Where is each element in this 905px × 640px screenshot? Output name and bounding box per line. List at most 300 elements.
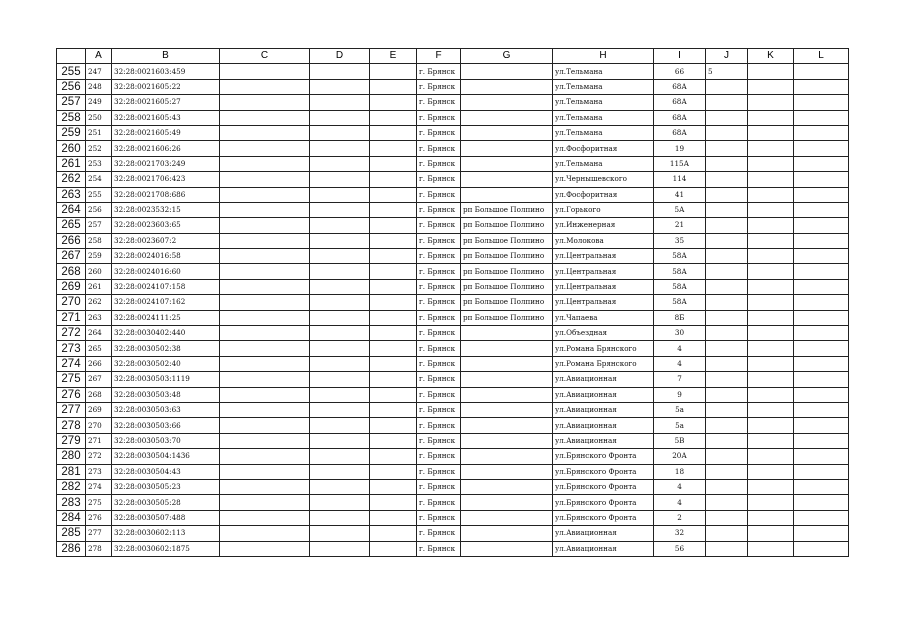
cell-d[interactable]: [310, 418, 370, 433]
cell-g[interactable]: [461, 64, 553, 79]
cell-d[interactable]: [310, 464, 370, 479]
cell-j[interactable]: [706, 233, 748, 248]
cell-b[interactable]: 32:28:0024107:158: [112, 279, 220, 294]
cell-j[interactable]: [706, 341, 748, 356]
cell-f[interactable]: г. Брянск: [417, 64, 461, 79]
cell-h[interactable]: ул.Брянского Фронта: [553, 449, 654, 464]
cell-e[interactable]: [370, 187, 417, 202]
cell-c[interactable]: [220, 156, 310, 171]
cell-f[interactable]: г. Брянск: [417, 326, 461, 341]
cell-a[interactable]: 270: [86, 418, 112, 433]
cell-b[interactable]: 32:28:0023607:2: [112, 233, 220, 248]
cell-h[interactable]: ул.Центральная: [553, 295, 654, 310]
cell-f[interactable]: г. Брянск: [417, 218, 461, 233]
cell-j[interactable]: [706, 202, 748, 217]
cell-a[interactable]: 257: [86, 218, 112, 233]
cell-a[interactable]: 255: [86, 187, 112, 202]
cell-e[interactable]: [370, 387, 417, 402]
cell-d[interactable]: [310, 156, 370, 171]
cell-f[interactable]: г. Брянск: [417, 202, 461, 217]
cell-b[interactable]: 32:28:0030503:63: [112, 402, 220, 417]
row-number[interactable]: 279: [57, 433, 86, 448]
cell-e[interactable]: [370, 110, 417, 125]
cell-e[interactable]: [370, 495, 417, 510]
cell-i[interactable]: 58А: [654, 279, 706, 294]
cell-f[interactable]: г. Брянск: [417, 387, 461, 402]
cell-j[interactable]: [706, 110, 748, 125]
cell-a[interactable]: 260: [86, 264, 112, 279]
cell-k[interactable]: [748, 310, 794, 325]
cell-b[interactable]: 32:28:0030504:43: [112, 464, 220, 479]
row-number[interactable]: 284: [57, 510, 86, 525]
cell-g[interactable]: [461, 479, 553, 494]
cell-h[interactable]: ул.Брянского Фронта: [553, 479, 654, 494]
cell-e[interactable]: [370, 433, 417, 448]
cell-k[interactable]: [748, 172, 794, 187]
cell-f[interactable]: г. Брянск: [417, 418, 461, 433]
row-number[interactable]: 280: [57, 449, 86, 464]
cell-a[interactable]: 262: [86, 295, 112, 310]
cell-j[interactable]: [706, 295, 748, 310]
cell-k[interactable]: [748, 418, 794, 433]
cell-e[interactable]: [370, 541, 417, 556]
cell-i[interactable]: 20А: [654, 449, 706, 464]
cell-b[interactable]: 32:28:0024016:60: [112, 264, 220, 279]
cell-l[interactable]: [794, 310, 849, 325]
row-number[interactable]: 272: [57, 326, 86, 341]
cell-g[interactable]: [461, 110, 553, 125]
cell-c[interactable]: [220, 387, 310, 402]
cell-f[interactable]: г. Брянск: [417, 264, 461, 279]
cell-g[interactable]: [461, 187, 553, 202]
cell-f[interactable]: г. Брянск: [417, 95, 461, 110]
cell-f[interactable]: г. Брянск: [417, 541, 461, 556]
cell-f[interactable]: г. Брянск: [417, 341, 461, 356]
cell-c[interactable]: [220, 64, 310, 79]
cell-c[interactable]: [220, 249, 310, 264]
cell-g[interactable]: рп Большое Полпино: [461, 218, 553, 233]
column-header-h[interactable]: H: [553, 49, 654, 64]
cell-l[interactable]: [794, 156, 849, 171]
cell-i[interactable]: 58А: [654, 264, 706, 279]
cell-d[interactable]: [310, 125, 370, 140]
cell-h[interactable]: ул.Тельмана: [553, 110, 654, 125]
cell-k[interactable]: [748, 356, 794, 371]
cell-h[interactable]: ул.Авиационная: [553, 418, 654, 433]
cell-a[interactable]: 251: [86, 125, 112, 140]
cell-e[interactable]: [370, 356, 417, 371]
cell-a[interactable]: 278: [86, 541, 112, 556]
cell-a[interactable]: 249: [86, 95, 112, 110]
cell-h[interactable]: ул.Горького: [553, 202, 654, 217]
cell-g[interactable]: [461, 433, 553, 448]
column-header-e[interactable]: E: [370, 49, 417, 64]
cell-g[interactable]: [461, 356, 553, 371]
column-header-k[interactable]: K: [748, 49, 794, 64]
cell-i[interactable]: 68А: [654, 95, 706, 110]
cell-b[interactable]: 32:28:0021605:43: [112, 110, 220, 125]
cell-h[interactable]: ул.Авиационная: [553, 372, 654, 387]
cell-j[interactable]: [706, 95, 748, 110]
cell-a[interactable]: 276: [86, 510, 112, 525]
cell-g[interactable]: [461, 341, 553, 356]
cell-d[interactable]: [310, 64, 370, 79]
row-number[interactable]: 274: [57, 356, 86, 371]
cell-j[interactable]: [706, 464, 748, 479]
cell-e[interactable]: [370, 64, 417, 79]
cell-k[interactable]: [748, 372, 794, 387]
cell-e[interactable]: [370, 249, 417, 264]
cell-i[interactable]: 41: [654, 187, 706, 202]
cell-j[interactable]: [706, 433, 748, 448]
cell-k[interactable]: [748, 187, 794, 202]
cell-f[interactable]: г. Брянск: [417, 433, 461, 448]
cell-h[interactable]: ул.Тельмана: [553, 156, 654, 171]
cell-l[interactable]: [794, 202, 849, 217]
cell-a[interactable]: 264: [86, 326, 112, 341]
cell-g[interactable]: [461, 125, 553, 140]
row-number[interactable]: 276: [57, 387, 86, 402]
cell-a[interactable]: 269: [86, 402, 112, 417]
corner-cell[interactable]: [57, 49, 86, 64]
cell-g[interactable]: [461, 510, 553, 525]
cell-k[interactable]: [748, 233, 794, 248]
row-number[interactable]: 270: [57, 295, 86, 310]
cell-j[interactable]: [706, 372, 748, 387]
cell-a[interactable]: 259: [86, 249, 112, 264]
cell-k[interactable]: [748, 279, 794, 294]
cell-l[interactable]: [794, 279, 849, 294]
cell-j[interactable]: [706, 387, 748, 402]
cell-j[interactable]: [706, 526, 748, 541]
cell-j[interactable]: [706, 279, 748, 294]
cell-b[interactable]: 32:28:0021605:27: [112, 95, 220, 110]
cell-d[interactable]: [310, 264, 370, 279]
cell-i[interactable]: 5а: [654, 402, 706, 417]
cell-a[interactable]: 271: [86, 433, 112, 448]
cell-h[interactable]: ул.Брянского Фронта: [553, 464, 654, 479]
cell-j[interactable]: [706, 495, 748, 510]
row-number[interactable]: 278: [57, 418, 86, 433]
cell-a[interactable]: 256: [86, 202, 112, 217]
cell-a[interactable]: 265: [86, 341, 112, 356]
cell-e[interactable]: [370, 310, 417, 325]
cell-h[interactable]: ул.Чернышевского: [553, 172, 654, 187]
cell-e[interactable]: [370, 402, 417, 417]
cell-f[interactable]: г. Брянск: [417, 279, 461, 294]
cell-d[interactable]: [310, 402, 370, 417]
cell-d[interactable]: [310, 110, 370, 125]
cell-i[interactable]: 114: [654, 172, 706, 187]
cell-h[interactable]: ул.Центральная: [553, 249, 654, 264]
row-number[interactable]: 265: [57, 218, 86, 233]
row-number[interactable]: 286: [57, 541, 86, 556]
row-number[interactable]: 266: [57, 233, 86, 248]
row-number[interactable]: 255: [57, 64, 86, 79]
cell-a[interactable]: 247: [86, 64, 112, 79]
cell-c[interactable]: [220, 433, 310, 448]
row-number[interactable]: 257: [57, 95, 86, 110]
cell-h[interactable]: ул.Брянского Фронта: [553, 495, 654, 510]
cell-i[interactable]: 32: [654, 526, 706, 541]
cell-i[interactable]: 5А: [654, 202, 706, 217]
cell-l[interactable]: [794, 249, 849, 264]
cell-l[interactable]: [794, 187, 849, 202]
cell-b[interactable]: 32:28:0021605:22: [112, 79, 220, 94]
cell-h[interactable]: ул.Авиационная: [553, 541, 654, 556]
row-number[interactable]: 263: [57, 187, 86, 202]
row-number[interactable]: 285: [57, 526, 86, 541]
cell-j[interactable]: [706, 79, 748, 94]
cell-e[interactable]: [370, 449, 417, 464]
cell-b[interactable]: 32:28:0030503:66: [112, 418, 220, 433]
cell-c[interactable]: [220, 402, 310, 417]
cell-f[interactable]: г. Брянск: [417, 526, 461, 541]
cell-f[interactable]: г. Брянск: [417, 125, 461, 140]
cell-f[interactable]: г. Брянск: [417, 402, 461, 417]
cell-g[interactable]: [461, 464, 553, 479]
cell-j[interactable]: [706, 356, 748, 371]
cell-h[interactable]: ул.Тельмана: [553, 64, 654, 79]
cell-k[interactable]: [748, 64, 794, 79]
cell-a[interactable]: 266: [86, 356, 112, 371]
cell-l[interactable]: [794, 110, 849, 125]
cell-c[interactable]: [220, 541, 310, 556]
cell-i[interactable]: 4: [654, 479, 706, 494]
cell-b[interactable]: 32:28:0021708:686: [112, 187, 220, 202]
cell-h[interactable]: ул.Фосфоритная: [553, 187, 654, 202]
cell-j[interactable]: [706, 418, 748, 433]
cell-j[interactable]: [706, 449, 748, 464]
cell-a[interactable]: 248: [86, 79, 112, 94]
cell-l[interactable]: [794, 172, 849, 187]
cell-j[interactable]: [706, 479, 748, 494]
cell-k[interactable]: [748, 202, 794, 217]
row-number[interactable]: 275: [57, 372, 86, 387]
cell-b[interactable]: 32:28:0030602:113: [112, 526, 220, 541]
cell-b[interactable]: 32:28:0030507:488: [112, 510, 220, 525]
cell-c[interactable]: [220, 110, 310, 125]
cell-a[interactable]: 258: [86, 233, 112, 248]
cell-d[interactable]: [310, 341, 370, 356]
cell-a[interactable]: 261: [86, 279, 112, 294]
cell-b[interactable]: 32:28:0030503:70: [112, 433, 220, 448]
cell-e[interactable]: [370, 326, 417, 341]
cell-c[interactable]: [220, 202, 310, 217]
cell-k[interactable]: [748, 79, 794, 94]
cell-d[interactable]: [310, 202, 370, 217]
cell-k[interactable]: [748, 249, 794, 264]
row-number[interactable]: 262: [57, 172, 86, 187]
cell-b[interactable]: 32:28:0024107:162: [112, 295, 220, 310]
cell-b[interactable]: 32:28:0024111:25: [112, 310, 220, 325]
cell-e[interactable]: [370, 233, 417, 248]
cell-b[interactable]: 32:28:0030502:38: [112, 341, 220, 356]
cell-i[interactable]: 5а: [654, 418, 706, 433]
cell-d[interactable]: [310, 541, 370, 556]
row-number[interactable]: 282: [57, 479, 86, 494]
cell-g[interactable]: [461, 372, 553, 387]
cell-g[interactable]: [461, 449, 553, 464]
cell-d[interactable]: [310, 326, 370, 341]
cell-f[interactable]: г. Брянск: [417, 295, 461, 310]
cell-b[interactable]: 32:28:0030502:40: [112, 356, 220, 371]
cell-l[interactable]: [794, 541, 849, 556]
cell-i[interactable]: 56: [654, 541, 706, 556]
cell-b[interactable]: 32:28:0021605:49: [112, 125, 220, 140]
cell-f[interactable]: г. Брянск: [417, 79, 461, 94]
cell-k[interactable]: [748, 387, 794, 402]
cell-b[interactable]: 32:28:0021603:459: [112, 64, 220, 79]
cell-g[interactable]: [461, 495, 553, 510]
cell-l[interactable]: [794, 125, 849, 140]
cell-j[interactable]: [706, 402, 748, 417]
cell-l[interactable]: [794, 372, 849, 387]
cell-l[interactable]: [794, 64, 849, 79]
row-number[interactable]: 277: [57, 402, 86, 417]
cell-c[interactable]: [220, 172, 310, 187]
cell-e[interactable]: [370, 510, 417, 525]
cell-c[interactable]: [220, 125, 310, 140]
cell-a[interactable]: 253: [86, 156, 112, 171]
cell-e[interactable]: [370, 479, 417, 494]
cell-k[interactable]: [748, 541, 794, 556]
cell-k[interactable]: [748, 464, 794, 479]
row-number[interactable]: 271: [57, 310, 86, 325]
cell-c[interactable]: [220, 526, 310, 541]
cell-h[interactable]: ул.Объездная: [553, 326, 654, 341]
cell-i[interactable]: 58А: [654, 295, 706, 310]
cell-e[interactable]: [370, 141, 417, 156]
cell-b[interactable]: 32:28:0023603:65: [112, 218, 220, 233]
cell-i[interactable]: 21: [654, 218, 706, 233]
cell-b[interactable]: 32:28:0024016:58: [112, 249, 220, 264]
row-number[interactable]: 273: [57, 341, 86, 356]
cell-i[interactable]: 30: [654, 326, 706, 341]
cell-g[interactable]: рп Большое Полпино: [461, 295, 553, 310]
cell-c[interactable]: [220, 479, 310, 494]
cell-c[interactable]: [220, 295, 310, 310]
column-header-l[interactable]: L: [794, 49, 849, 64]
cell-d[interactable]: [310, 233, 370, 248]
cell-b[interactable]: 32:28:0030505:23: [112, 479, 220, 494]
cell-b[interactable]: 32:28:0021703:249: [112, 156, 220, 171]
cell-b[interactable]: 32:28:0030503:1119: [112, 372, 220, 387]
cell-g[interactable]: рп Большое Полпино: [461, 264, 553, 279]
cell-f[interactable]: г. Брянск: [417, 172, 461, 187]
cell-c[interactable]: [220, 187, 310, 202]
cell-j[interactable]: 5: [706, 64, 748, 79]
cell-k[interactable]: [748, 402, 794, 417]
cell-a[interactable]: 263: [86, 310, 112, 325]
cell-e[interactable]: [370, 264, 417, 279]
column-header-j[interactable]: J: [706, 49, 748, 64]
cell-g[interactable]: [461, 541, 553, 556]
cell-l[interactable]: [794, 495, 849, 510]
cell-h[interactable]: ул.Авиационная: [553, 387, 654, 402]
cell-h[interactable]: ул.Молокова: [553, 233, 654, 248]
row-number[interactable]: 264: [57, 202, 86, 217]
cell-h[interactable]: ул.Авиационная: [553, 433, 654, 448]
cell-l[interactable]: [794, 79, 849, 94]
cell-h[interactable]: ул.Тельмана: [553, 95, 654, 110]
cell-c[interactable]: [220, 341, 310, 356]
cell-l[interactable]: [794, 402, 849, 417]
cell-e[interactable]: [370, 172, 417, 187]
cell-e[interactable]: [370, 218, 417, 233]
cell-f[interactable]: г. Брянск: [417, 141, 461, 156]
row-number[interactable]: 283: [57, 495, 86, 510]
cell-a[interactable]: 277: [86, 526, 112, 541]
cell-k[interactable]: [748, 295, 794, 310]
cell-g[interactable]: [461, 418, 553, 433]
cell-d[interactable]: [310, 372, 370, 387]
cell-i[interactable]: 115А: [654, 156, 706, 171]
cell-j[interactable]: [706, 172, 748, 187]
cell-h[interactable]: ул.Инженерная: [553, 218, 654, 233]
cell-l[interactable]: [794, 264, 849, 279]
cell-d[interactable]: [310, 510, 370, 525]
cell-c[interactable]: [220, 449, 310, 464]
cell-e[interactable]: [370, 79, 417, 94]
cell-l[interactable]: [794, 510, 849, 525]
row-number[interactable]: 261: [57, 156, 86, 171]
cell-g[interactable]: [461, 95, 553, 110]
cell-i[interactable]: 4: [654, 495, 706, 510]
cell-j[interactable]: [706, 156, 748, 171]
cell-c[interactable]: [220, 279, 310, 294]
cell-g[interactable]: рп Большое Полпино: [461, 233, 553, 248]
cell-f[interactable]: г. Брянск: [417, 495, 461, 510]
cell-d[interactable]: [310, 187, 370, 202]
cell-e[interactable]: [370, 295, 417, 310]
cell-k[interactable]: [748, 479, 794, 494]
cell-e[interactable]: [370, 125, 417, 140]
cell-l[interactable]: [794, 218, 849, 233]
cell-c[interactable]: [220, 464, 310, 479]
cell-c[interactable]: [220, 79, 310, 94]
cell-d[interactable]: [310, 387, 370, 402]
cell-d[interactable]: [310, 479, 370, 494]
row-number[interactable]: 259: [57, 125, 86, 140]
cell-i[interactable]: 58А: [654, 249, 706, 264]
cell-d[interactable]: [310, 295, 370, 310]
cell-h[interactable]: ул.Романа Брянского: [553, 341, 654, 356]
cell-e[interactable]: [370, 156, 417, 171]
cell-i[interactable]: 68А: [654, 110, 706, 125]
row-number[interactable]: 258: [57, 110, 86, 125]
cell-f[interactable]: г. Брянск: [417, 156, 461, 171]
cell-k[interactable]: [748, 526, 794, 541]
cell-g[interactable]: рп Большое Полпино: [461, 279, 553, 294]
cell-k[interactable]: [748, 264, 794, 279]
cell-g[interactable]: [461, 141, 553, 156]
cell-l[interactable]: [794, 418, 849, 433]
cell-k[interactable]: [748, 218, 794, 233]
cell-l[interactable]: [794, 95, 849, 110]
cell-i[interactable]: 2: [654, 510, 706, 525]
cell-i[interactable]: 9: [654, 387, 706, 402]
cell-c[interactable]: [220, 418, 310, 433]
cell-l[interactable]: [794, 341, 849, 356]
column-header-c[interactable]: C: [220, 49, 310, 64]
cell-k[interactable]: [748, 433, 794, 448]
cell-f[interactable]: г. Брянск: [417, 372, 461, 387]
cell-i[interactable]: 66: [654, 64, 706, 79]
cell-j[interactable]: [706, 249, 748, 264]
cell-c[interactable]: [220, 218, 310, 233]
cell-i[interactable]: 68А: [654, 79, 706, 94]
